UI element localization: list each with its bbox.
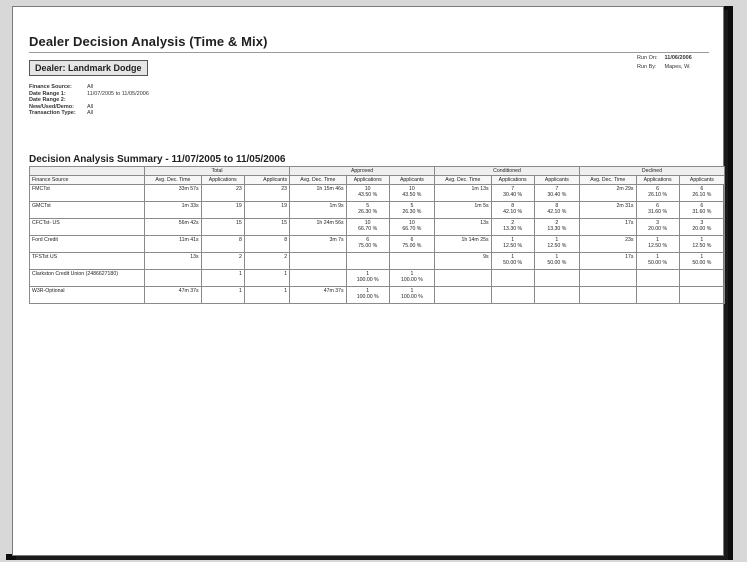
column-header: Applications [491,176,534,185]
total-applications-cell-value: 15 [236,220,242,226]
total-applications-cell [201,202,244,219]
conditioned-applications-cell [491,287,534,304]
approved-applications-cell-value: 10 [364,220,371,226]
approved-applicants-cell [389,185,434,202]
approved-applications-cell [346,219,389,236]
conditioned-avg-time-cell-value: 9s [483,254,489,260]
column-header: Avg. Dec. Time [579,176,636,185]
approved-applications-cell-percent: 100.00 % [356,277,379,283]
total-applications-cell [201,253,244,270]
total-applicants-cell-value: 19 [281,203,288,209]
approved-avg-time-cell-value: 1h 24m 56s [316,220,344,226]
conditioned-avg-time-cell [435,202,492,219]
declined-applicants-cell-value: 1 [700,254,704,260]
approved-applicants-cell-value: 1 [410,288,414,294]
total-applications-cell-value: 19 [236,203,242,209]
total-avg-time-cell [145,202,202,219]
conditioned-applicants-cell [534,253,579,270]
conditioned-applicants-cell [534,270,579,287]
approved-applicants-cell [389,236,434,253]
conditioned-applications-cell [491,270,534,287]
conditioned-applicants-cell [534,236,579,253]
table-row [30,219,725,236]
conditioned-applications-cell-percent: 30.40 % [503,192,523,198]
total-applicants-cell [244,185,289,202]
conditioned-applicants-cell [534,219,579,236]
declined-avg-time-cell [579,202,636,219]
approved-applicants-cell-value: 10 [409,220,415,226]
total-applicants-cell-value: 8 [284,237,288,243]
total-applications-cell-value: 1 [238,288,242,294]
summary-title: Decision Analysis Summary - 11/07/2005 to 11/05/2006 [29,154,286,165]
param-label: Transaction Type: [29,110,76,116]
group-header-total: Total [145,167,290,176]
decision-summary-table [29,166,725,304]
group-header-blank [30,167,145,176]
approved-applications-cell [346,253,389,270]
declined-applications-cell [636,185,679,202]
declined-applications-cell-percent: 26.10 % [648,192,668,198]
declined-applicants-cell-value: 1 [700,237,704,243]
finance-source-cell [30,253,145,270]
declined-avg-time-cell [579,253,636,270]
conditioned-applicants-cell-value: 1 [555,254,559,260]
declined-applications-cell [636,287,679,304]
approved-applications-cell-percent: 100.00 % [356,294,379,300]
approved-avg-time-cell-value: 1m 9s [329,203,344,209]
conditioned-avg-time-cell [435,287,492,304]
finance-source-cell-value: CFCTst- US [32,220,60,226]
total-avg-time-cell [145,253,202,270]
conditioned-applications-cell-percent: 42.10 % [503,209,523,215]
page-shadow-right [724,6,733,558]
conditioned-applicants-cell-value: 2 [555,220,559,226]
finance-source-cell [30,270,145,287]
conditioned-applicants-cell-percent: 30.40 % [547,192,567,198]
approved-avg-time-cell-value: 1h 15m 46s [316,186,344,192]
declined-avg-time-cell-value: 17s [625,220,634,226]
approved-avg-time-cell [290,185,347,202]
finance-source-cell [30,202,145,219]
declined-applications-cell-value: 6 [656,203,660,209]
total-applicants-cell [244,219,289,236]
approved-applications-cell-percent: 43.50 % [358,192,378,198]
conditioned-applicants-cell [534,185,579,202]
summary-body [30,185,725,304]
declined-applications-cell-percent: 12.50 % [648,243,668,249]
total-applicants-cell [244,270,289,287]
param-value: All [87,103,94,110]
dealer-box: Dealer: Landmark Dodge [29,60,148,76]
declined-avg-time-cell-value: 2m 29s [616,186,634,192]
finance-source-cell [30,236,145,253]
declined-applicants-cell [679,236,724,253]
param-label: Date Range 1: [29,90,66,97]
total-applications-cell [201,236,244,253]
approved-avg-time-cell [290,287,347,304]
approved-applicants-cell [389,202,434,219]
table-row [30,202,725,219]
finance-source-cell-value: GMCTst [32,203,51,209]
declined-applicants-cell-percent: 31.60 % [692,209,712,215]
total-avg-time-cell [145,236,202,253]
column-header: Avg. Dec. Time [435,176,492,185]
declined-avg-time-cell-value: 2m 31s [616,203,634,209]
declined-avg-time-cell [579,219,636,236]
declined-applications-cell [636,219,679,236]
declined-applicants-cell-percent: 26.10 % [692,192,712,198]
declined-applicants-cell-percent: 12.50 % [692,243,712,249]
conditioned-applications-cell-percent: 50.00 % [503,260,523,266]
group-header-row [30,167,725,176]
approved-applicants-cell [389,219,434,236]
conditioned-applications-cell [491,202,534,219]
declined-applications-cell-percent: 50.00 % [648,260,668,266]
approved-applications-cell-percent: 66.70 % [358,226,378,232]
table-row [30,287,725,304]
total-avg-time-cell-value: 13s [190,254,199,260]
title-divider [29,52,709,53]
approved-applicants-cell-value: 1 [410,271,414,277]
declined-applications-cell [636,202,679,219]
column-header: Applications [201,176,244,185]
approved-applicants-cell-percent: 26.30 % [402,209,422,215]
declined-applications-cell-value: 3 [656,220,660,226]
conditioned-applicants-cell-percent: 12.50 % [547,243,567,249]
approved-applicants-cell-value: 6 [410,237,414,243]
total-applications-cell-value: 23 [236,186,242,192]
approved-avg-time-cell [290,253,347,270]
approved-avg-time-cell [290,270,347,287]
total-avg-time-cell [145,287,202,304]
declined-applicants-cell-value: 3 [700,220,704,226]
approved-applications-cell-percent: 26.30 % [358,209,378,215]
total-avg-time-cell-value: 11m 41s [179,237,199,243]
conditioned-applicants-cell-percent: 50.00 % [547,260,567,266]
total-applications-cell [201,219,244,236]
conditioned-avg-time-cell [435,270,492,287]
conditioned-avg-time-cell-value: 1m 5s [474,203,489,209]
finance-source-cell [30,185,145,202]
declined-applications-cell-value: 6 [656,186,660,192]
conditioned-avg-time-cell-value: 1m 13s [471,186,489,192]
conditioned-applicants-cell-percent: 42.10 % [547,209,567,215]
finance-source-cell-value: W3R-Optional [32,288,65,294]
declined-applications-cell-percent: 31.60 % [648,209,668,215]
approved-applicants-cell [389,270,434,287]
total-applications-cell [201,185,244,202]
approved-applicants-cell-percent: 43.50 % [402,192,422,198]
total-avg-time-cell [145,185,202,202]
conditioned-applications-cell-value: 1 [511,237,515,243]
declined-applicants-cell [679,202,724,219]
approved-applications-cell-value: 6 [366,237,370,243]
approved-applications-cell [346,270,389,287]
column-header: Avg. Dec. Time [290,176,347,185]
total-applications-cell-value: 2 [238,254,242,260]
conditioned-avg-time-cell [435,236,492,253]
finance-source-cell [30,287,145,304]
conditioned-applications-cell-value: 7 [511,186,515,192]
approved-applications-cell-value: 1 [366,271,370,277]
conditioned-applicants-cell [534,202,579,219]
declined-avg-time-cell [579,270,636,287]
conditioned-avg-time-cell [435,185,492,202]
finance-source-cell-value: Clarkston Credit Union (2486627180) [32,271,118,277]
param-label: New/Used/Demo: [29,103,74,110]
table-row [30,236,725,253]
column-header: Applications [636,176,679,185]
total-applicants-cell-value: 2 [284,254,288,260]
approved-applications-cell-value: 10 [364,186,371,192]
table-row [30,270,725,287]
declined-applicants-cell [679,270,724,287]
conditioned-avg-time-cell-value: 13s [480,220,489,226]
param-label: Date Range 2: [29,97,66,103]
approved-applications-cell [346,202,389,219]
declined-applicants-cell [679,185,724,202]
conditioned-applications-cell-value: 8 [511,203,515,209]
param-label: Finance Source: [29,84,72,90]
declined-avg-time-cell-value: 23s [625,237,634,243]
total-avg-time-cell-value: 56m 42s [178,220,199,226]
declined-applications-cell [636,236,679,253]
total-applicants-cell [244,253,289,270]
approved-avg-time-cell [290,219,347,236]
declined-applicants-cell-percent: 50.00 % [692,260,712,266]
total-applicants-cell [244,236,289,253]
conditioned-applications-cell [491,253,534,270]
declined-applicants-cell [679,287,724,304]
table-row [30,185,725,202]
report-parameters [29,84,149,117]
conditioned-applicants-cell-percent: 13.30 % [547,226,567,232]
conditioned-avg-time-cell [435,219,492,236]
declined-avg-time-cell [579,287,636,304]
conditioned-applicants-cell-value: 1 [555,237,559,243]
column-header: Finance Source [30,176,145,185]
total-applicants-cell-value: 23 [281,186,288,192]
total-applications-cell-value: 8 [238,237,242,243]
conditioned-applicants-cell-value: 8 [555,203,559,209]
declined-avg-time-cell [579,185,636,202]
run-by-label: Run By: [637,64,657,70]
approved-avg-time-cell-value: 3m 7s [329,237,344,243]
approved-applicants-cell [389,287,434,304]
approved-avg-time-cell [290,236,347,253]
total-applicants-cell-value: 1 [284,288,288,294]
param-value: All [87,110,94,116]
run-on-label: Run On: [637,55,658,61]
approved-applicants-cell-percent: 75.00 % [402,243,422,249]
approved-applications-cell-value: 5 [366,203,370,209]
approved-applicants-cell [389,253,434,270]
conditioned-applicants-cell [534,287,579,304]
conditioned-applications-cell-value: 1 [511,254,515,260]
approved-applications-cell [346,236,389,253]
total-applicants-cell-value: 1 [284,271,288,277]
run-info [637,54,692,72]
column-header: Applications [346,176,389,185]
conditioned-applications-cell-percent: 12.50 % [503,243,523,249]
approved-applicants-cell-percent: 66.70 % [402,226,422,232]
total-applicants-cell-value: 15 [281,220,288,226]
total-avg-time-cell [145,270,202,287]
declined-applications-cell-percent: 20.00 % [648,226,668,232]
conditioned-applications-cell [491,236,534,253]
declined-applications-cell-value: 1 [656,254,660,260]
conditioned-applications-cell-percent: 13.30 % [503,226,523,232]
group-header-approved: Approved [290,167,435,176]
declined-applications-cell-value: 1 [656,237,660,243]
conditioned-avg-time-cell [435,253,492,270]
declined-avg-time-cell [579,236,636,253]
param-value: 11/07/2005 to 11/05/2006 [87,90,149,97]
finance-source-cell-value: FMCTst [32,186,50,192]
approved-applicants-cell-value: 10 [409,186,415,192]
total-applications-cell [201,287,244,304]
approved-avg-time-cell-value: 47m 37s [323,288,344,294]
declined-applicants-cell [679,219,724,236]
declined-applicants-cell-value: 6 [700,186,704,192]
declined-applicants-cell-value: 6 [700,203,704,209]
total-applications-cell-value: 1 [238,271,242,277]
column-header: Applicants [679,176,724,185]
conditioned-avg-time-cell-value: 1h 14m 25s [461,237,489,243]
param-value: All [87,84,94,90]
finance-source-cell-value: Ford Credit [32,237,58,243]
column-header: Applicants [534,176,579,185]
column-header: Avg. Dec. Time [145,176,202,185]
finance-source-cell [30,219,145,236]
finance-source-cell-value: TFSTst US [32,254,58,260]
column-header: Applicants [389,176,434,185]
approved-applications-cell-value: 1 [366,288,370,294]
group-header-conditioned: Conditioned [435,167,580,176]
declined-avg-time-cell-value: 17s [625,254,634,260]
approved-applications-cell [346,185,389,202]
approved-applications-cell-percent: 75.00 % [358,243,378,249]
conditioned-applications-cell-value: 2 [511,220,515,226]
table-row [30,253,725,270]
total-avg-time-cell [145,219,202,236]
conditioned-applications-cell [491,219,534,236]
approved-applicants-cell-percent: 100.00 % [400,277,423,283]
declined-applications-cell [636,270,679,287]
column-header: Applicants [244,176,289,185]
total-applicants-cell [244,202,289,219]
approved-avg-time-cell [290,202,347,219]
declined-applicants-cell [679,253,724,270]
report-page [12,6,724,556]
total-applicants-cell [244,287,289,304]
total-avg-time-cell-value: 1m 33s [181,203,199,209]
param-row [29,110,149,117]
run-by-value: Mapes, W. [664,64,691,70]
report-title: Dealer Decision Analysis (Time & Mix) [29,34,268,49]
total-avg-time-cell-value: 33m 57s [178,186,199,192]
total-applications-cell [201,270,244,287]
approved-applicants-cell-percent: 100.00 % [400,294,423,300]
total-avg-time-cell-value: 47m 37s [178,288,199,294]
declined-applicants-cell-percent: 20.00 % [692,226,712,232]
approved-applicants-cell-value: 5 [410,203,414,209]
conditioned-applications-cell [491,185,534,202]
run-on-value: 11/06/2006 [664,55,692,61]
conditioned-applicants-cell-value: 7 [555,186,559,192]
declined-applications-cell [636,253,679,270]
approved-applications-cell [346,287,389,304]
column-header-row [30,176,725,185]
group-header-declined: Declined [579,167,724,176]
